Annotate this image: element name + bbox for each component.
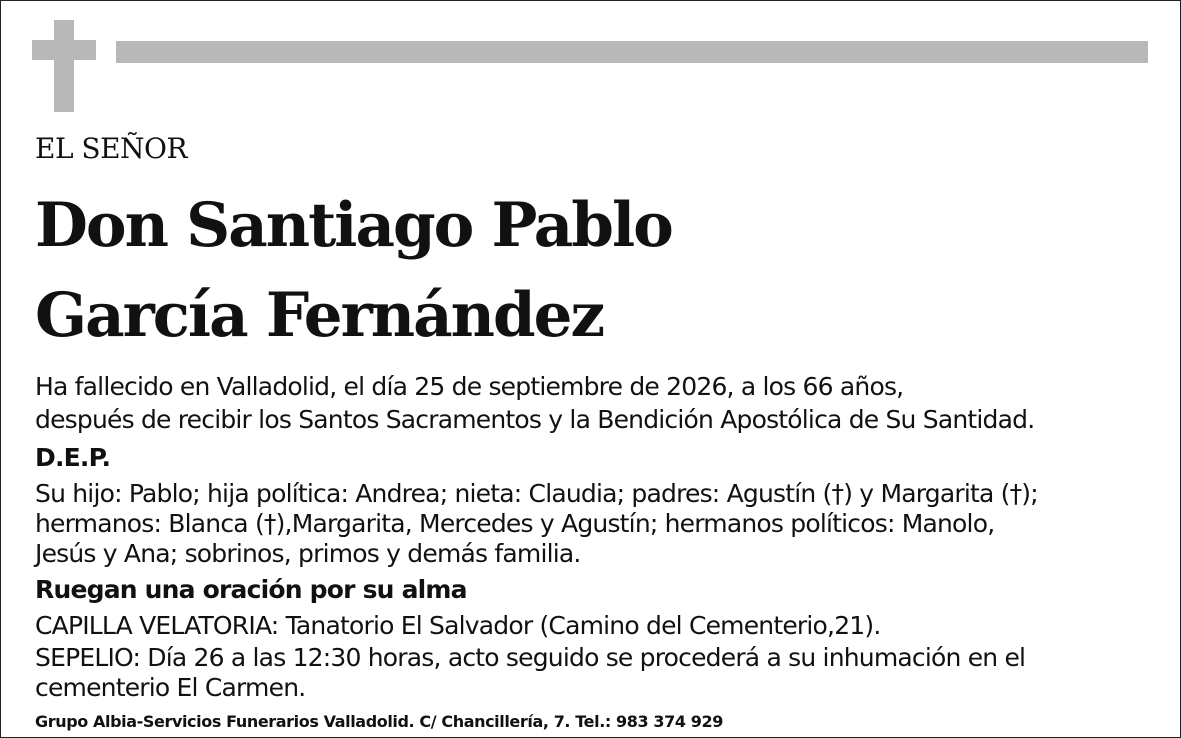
burial-line-1: SEPELIO: Día 26 a las 12:30 horas, acto seguido se procederá a su inhumación en el <box>35 643 1026 672</box>
burial-line-2: cementerio El Carmen. <box>35 673 306 702</box>
header-bar <box>116 41 1148 63</box>
announcement-line-2: después de recibir los Santos Sacramentos y la Bendición Apostólica de Su Santidad. <box>35 405 1035 434</box>
cross-icon-vertical <box>54 20 74 112</box>
prayer-request: Ruegan una oración por su alma <box>35 575 467 604</box>
deceased-name-line-1: Don Santiago Pablo <box>35 190 672 261</box>
honorific: EL SEÑOR <box>35 132 188 165</box>
funeral-home-footer: Grupo Albia-Servicios Funerarios Valladolid. C/ Chancillería, 7. Tel.: 983 374 929 <box>35 712 723 731</box>
family-line-1: Su hijo: Pablo; hija política: Andrea; nieta: Claudia; padres: Agustín (†) y Margarita (†); <box>35 479 1038 508</box>
rip-label: D.E.P. <box>35 443 111 472</box>
deceased-name-line-2: García Fernández <box>35 280 604 351</box>
family-line-3: Jesús y Ana; sobrinos, primos y demás familia. <box>35 539 581 568</box>
family-line-2: hermanos: Blanca (†),Margarita, Mercedes y Agustín; hermanos políticos: Manolo, <box>35 509 995 538</box>
announcement-line-1: Ha fallecido en Valladolid, el día 25 de septiembre de 2026, a los 66 años, <box>35 372 904 401</box>
cross-icon-horizontal <box>32 40 96 60</box>
wake-location: CAPILLA VELATORIA: Tanatorio El Salvador (Camino del Cementerio,21). <box>35 611 881 640</box>
